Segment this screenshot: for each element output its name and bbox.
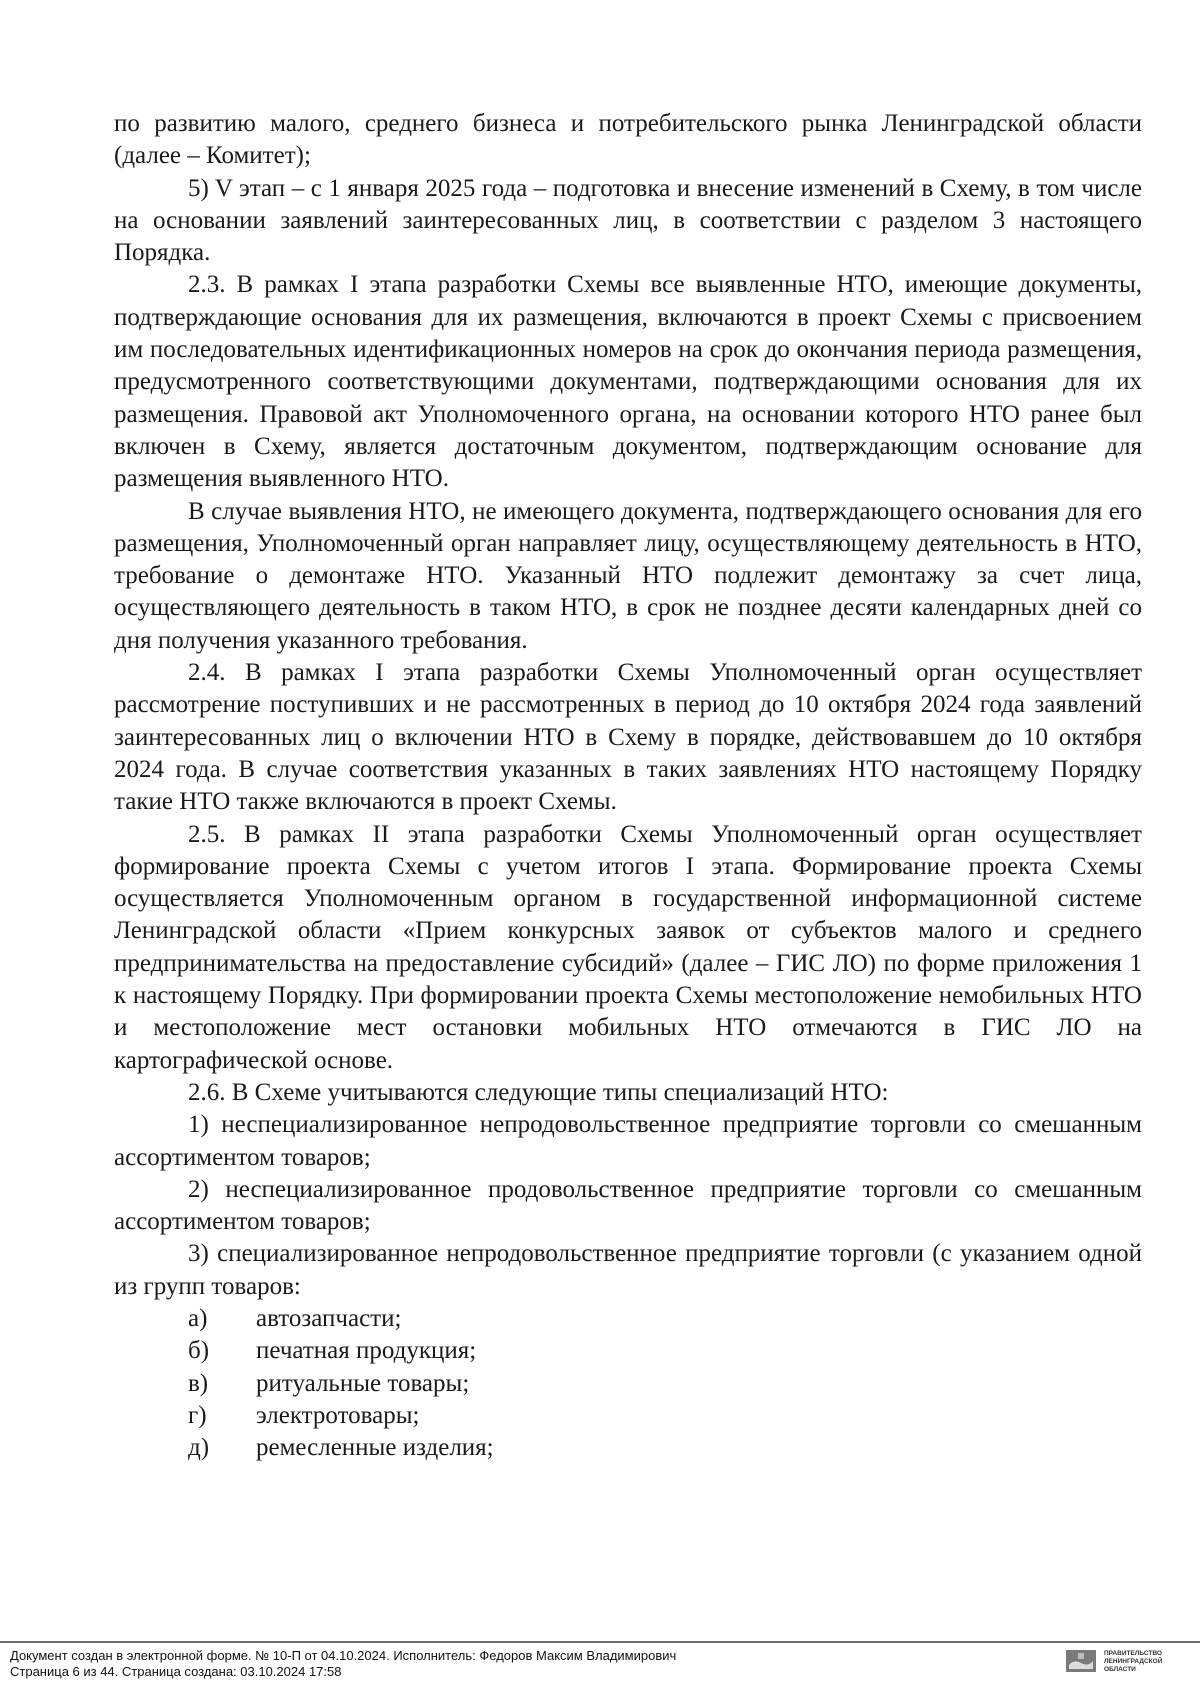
list-marker: а) [188,1304,208,1332]
paragraph: 2.5. В рамках II этапа разработки Схемы Уполномоченный орган осуществляет формирование проекта Схемы с учетом итогов I этапа. Формирование проекта Схемы осуществляется Уполномоченным органом в государственной информационной системе Ленинградской области «Прием конкурсных заявок от субъектов малого и среднего предпринимательства на предоставление субсидий» (далее – ГИС ЛО) по форме приложения 1 к настоящему Порядку. При формировании проекта Схемы местоположение немобильных НТО и местоположение мест остановки мобильных НТО отмечаются в ГИС ЛО на картографической основе. [114,820,1142,1074]
goods-group-list [114,1303,1142,1464]
paragraph: 2.6. В Схеме учитываются следующие типы специализаций НТО: [188,1078,889,1106]
paragraph: 3) специализированное непродовольственное предприятие торговли (с указанием одной из групп товаров: [114,1240,1142,1300]
paragraph: В случае выявления НТО, не имеющего документа, подтверждающего основания для его размещения, Уполномоченный орган направляет лицу, осуществляющему деятельность в НТО, требование о демонтаже НТО. Указанный НТО подлежит демонтажу за счет лица, осуществляющего деятельность в таком НТО, в срок не позднее десяти календарных дней со дня получения указанного требования. [114,497,1142,654]
list-item [114,1432,1142,1464]
paragraph: 2.3. В рамках I этапа разработки Схемы все выявленные НТО, имеющие документы, подтверждающие основания для их размещения, включаются в проект Схемы с присвоением им последовательных идентификационных номеров на срок до окончания периода размещения, предусмотренного соответствующими документами, подтверждающими основания для их размещения. Правовой акт Уполномоченного органа, на основании которого НТО ранее был включен в Схему, является достаточным документом, подтверждающим основание для размещения выявленного НТО. [114,271,1142,493]
document-footer [10,1648,1010,1680]
list-marker: д) [188,1434,210,1462]
list-item-text: ремесленные изделия; [256,1434,494,1462]
logo-caption: ПРАВИТЕЛЬСТВО ЛЕНИНГРАДСКОЙ ОБЛАСТИ [1104,1650,1163,1673]
list-item [114,1335,1142,1367]
paragraph: 2) неспециализированное продовольственное предприятие торговли со смешанным ассортиментом товаров; [114,1175,1142,1236]
footer-document-info: Документ создан в электронной форме. № 10-П от 04.10.2024. Исполнитель: Федоров Максим Владимирович [10,1648,677,1663]
list-marker: г) [188,1401,207,1429]
document-body [114,108,1142,1464]
paragraph: 5) V этап – с 1 января 2025 года – подготовка и внесение изменений в Схему, в том числе на основании заявлений заинтересованных лиц, в соответствии с разделом 3 настоящего Порядка. [114,174,1142,267]
list-item-text: печатная продукция; [256,1337,477,1365]
list-item [114,1368,1142,1400]
footer-page-info: Страница 6 из 44. Страница создана: 03.10.2024 17:58 [10,1664,342,1679]
paragraph: 2.4. В рамках I этапа разработки Схемы Уполномоченный орган осуществляет рассмотрение поступивших и не рассмотренных в период до 10 октября 2024 года заявлений заинтересованных лиц о включении НТО в Схему в порядке, действовавшем до 10 октября 2024 года. В случае соответствия указанных в таких заявлениях НТО настоящему Порядку такие НТО также включаются в проект Схемы. [114,659,1142,816]
paragraph: по развитию малого, среднего бизнеса и потребительского рынка Ленинградской области (далее – Комитет); [114,110,1142,170]
list-item-text: автозапчасти; [256,1304,402,1332]
list-item-text: ритуальные товары; [256,1369,470,1397]
paragraph: 1) неспециализированное непродовольственное предприятие торговли со смешанным ассортиментом товаров; [114,1111,1142,1171]
government-logo [1066,1650,1168,1674]
list-item [114,1303,1142,1335]
footer-divider [0,1641,1200,1643]
list-item [114,1400,1142,1432]
list-marker: б) [188,1337,210,1365]
list-marker: в) [188,1369,209,1397]
coat-of-arms-icon [1066,1650,1096,1672]
list-item-text: электротовары; [256,1401,420,1429]
